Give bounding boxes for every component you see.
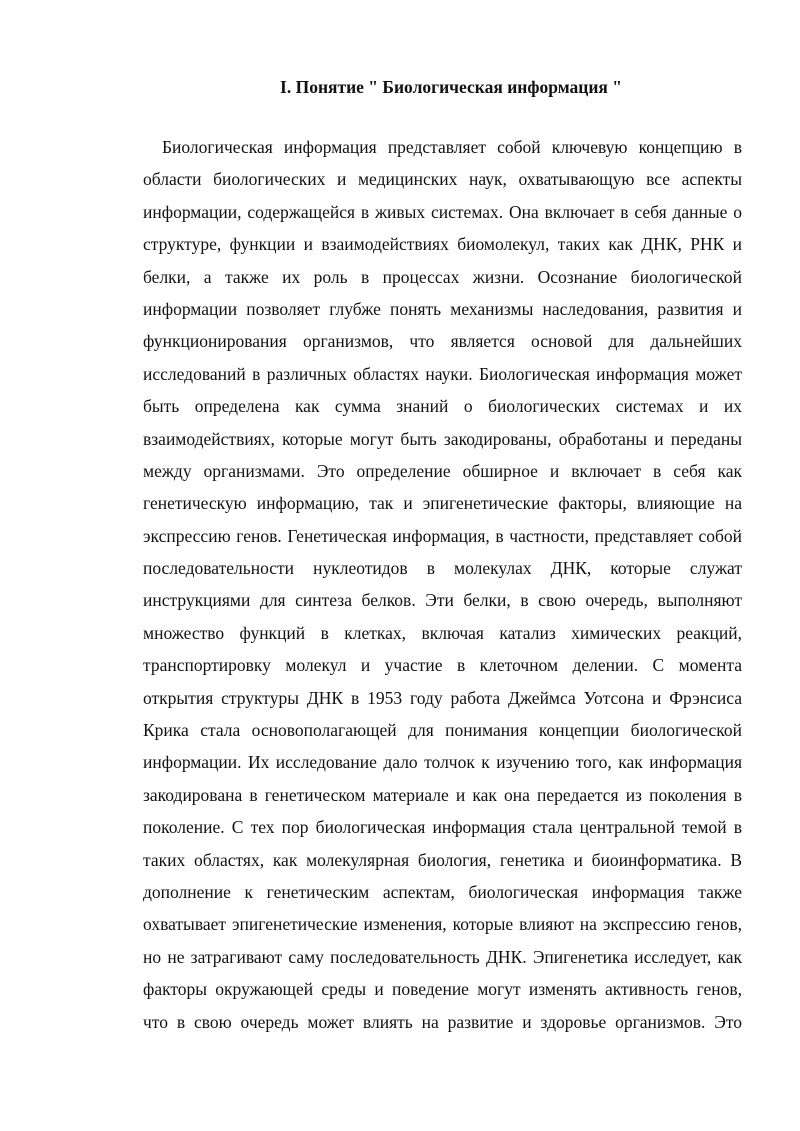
text-line: между организмами. Это определение обширное и включает в себя как <box>143 460 742 481</box>
text-line: транспортировку молекул и участие в клеточном делении. С момента <box>143 655 742 676</box>
text-line: таких областях, как молекулярная биология, генетика и биоинформатика. В <box>143 849 742 870</box>
text-line: инструкциями для синтеза белков. Эти белки, в свою очередь, выполняют <box>143 590 742 611</box>
text-line: генетическую информацию, так и эпигенетические факторы, влияющие на <box>143 493 742 514</box>
text-line: что в свою очередь может влиять на развитие и здоровье организмов. Это <box>143 1011 742 1032</box>
text-line: белки, а также их роль в процессах жизни. Осознание биологической <box>143 266 742 287</box>
text-line: области биологических и медицинских наук, охватывающую все аспекты <box>143 169 742 190</box>
text-line: закодирована в генетическом материале и как она передается из поколения в <box>143 784 742 805</box>
text-line: информации позволяет глубже понять механизмы наследования, развития и <box>143 298 742 319</box>
text-line: исследований в различных областях науки. Биологическая информация может <box>143 363 742 384</box>
text-line: экспрессию генов. Генетическая информация, в частности, представляет собой <box>143 525 742 546</box>
text-line: структуре, функции и взаимодействиях биомолекул, таких как ДНК, РНК и <box>143 234 742 255</box>
text-line: информации. Их исследование дало толчок к изучению того, как информация <box>143 752 742 773</box>
text-line: но не затрагивают саму последовательность ДНК. Эпигенетика исследует, как <box>143 946 742 967</box>
text-line: охватывает эпигенетические изменения, которые влияют на экспрессию генов, <box>143 914 742 935</box>
section-heading: I. Понятие " Биологическая информация " <box>280 77 622 97</box>
text-line: быть определена как сумма знаний о биологических системах и их <box>143 396 742 417</box>
text-line: Крика стала основополагающей для понимания концепции биологической <box>143 720 742 741</box>
text-line: открытия структуры ДНК в 1953 году работа Джеймса Уотсона и Фрэнсиса <box>143 687 742 708</box>
text-line: взаимодействиях, которые могут быть закодированы, обработаны и переданы <box>143 428 742 449</box>
text-line: Биологическая информация представляет собой ключевую концепцию в <box>162 137 742 157</box>
text-line: факторы окружающей среды и поведение могут изменять активность генов, <box>143 979 742 1000</box>
text-line: множество функций в клетках, включая катализ химических реакций, <box>143 622 742 643</box>
text-line: дополнение к генетическим аспектам, биологическая информация также <box>143 881 742 902</box>
text-line: поколение. С тех пор биологическая информация стала центральной темой в <box>143 817 742 838</box>
text-line: последовательности нуклеотидов в молекулах ДНК, которые служат <box>143 558 742 579</box>
text-line: функционирования организмов, что является основой для дальнейших <box>143 331 742 352</box>
body-text <box>143 131 742 1038</box>
text-line: информации, содержащейся в живых системах. Она включает в себя данные о <box>143 201 742 222</box>
